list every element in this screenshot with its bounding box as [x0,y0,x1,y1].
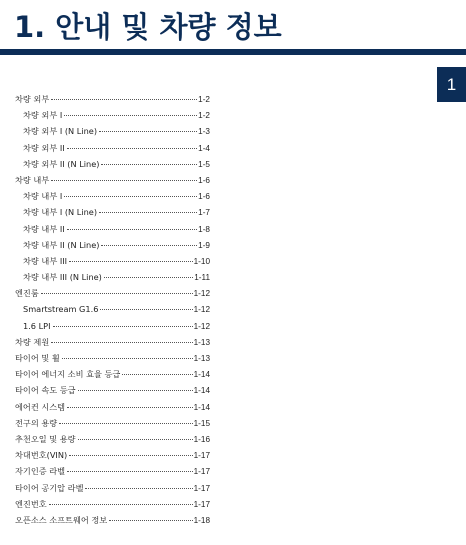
toc-entry[interactable] [15,140,210,156]
toc-dot-leader [64,196,197,197]
toc-entry[interactable] [15,415,210,431]
toc-entry-label: 타이어 에너지 소비 효율 등급 [15,369,121,380]
toc-dot-leader [67,407,193,408]
toc-entry-label: 1.6 LPI [23,320,51,331]
toc-entry-label: 차대번호(VIN) [15,450,68,461]
toc-entry-page: 1-17 [193,499,210,509]
toc-entry-label: 전구의 용량 [15,417,58,428]
toc-dot-leader [78,439,193,440]
toc-entry[interactable] [15,123,210,139]
toc-entry[interactable] [15,156,210,172]
table-of-contents [15,91,210,528]
toc-entry[interactable] [15,253,210,269]
toc-entry[interactable] [15,107,210,123]
toc-entry-label: 차량 내부 II [23,223,65,234]
chapter-title: 1. 안내 및 차량 정보 [14,10,282,44]
toc-entry-label: 차량 내부 III (N Line) [23,272,102,283]
toc-dot-leader [109,520,192,521]
toc-entry-label: 차량 제원 [15,336,50,347]
toc-entry-label: 차량 내부 I (N Line) [23,207,98,218]
toc-entry-label: 차량 외부 I (N Line) [23,126,98,137]
toc-dot-leader [100,309,192,310]
toc-dot-leader [104,277,193,278]
toc-entry-page: 1-6 [198,192,210,202]
toc-entry[interactable] [15,382,210,398]
toc-entry[interactable] [15,172,210,188]
toc-dot-leader [99,212,197,213]
toc-entry-page: 1-17 [193,451,210,461]
toc-entry[interactable] [15,447,210,463]
toc-dot-leader [59,423,192,424]
toc-entry-page: 1-8 [198,224,210,234]
toc-dot-leader [122,374,192,375]
chapter-tab[interactable]: 1 [437,67,466,102]
toc-entry-page: 1-17 [193,483,210,493]
toc-dot-leader [64,115,197,116]
toc-dot-leader [78,390,193,391]
toc-entry-label: 엔진룸 [15,288,39,299]
toc-entry-page: 1-2 [198,111,210,121]
toc-dot-leader [51,180,197,181]
toc-entry-page: 1-14 [193,402,210,412]
toc-entry-page: 1-6 [198,175,210,185]
toc-entry[interactable] [15,431,210,447]
toc-entry[interactable] [15,188,210,204]
toc-entry[interactable] [15,350,210,366]
toc-entry[interactable] [15,318,210,334]
toc-entry-page: 1-13 [193,354,210,363]
toc-dot-leader [101,164,197,165]
toc-entry[interactable] [15,204,210,220]
toc-entry-page: 1-15 [193,418,210,428]
toc-entry[interactable] [15,285,210,301]
toc-dot-leader [53,326,193,327]
toc-entry[interactable] [15,480,210,496]
toc-entry-page: 1-7 [198,208,210,218]
toc-entry-label: 차량 외부 II [23,142,65,153]
toc-entry[interactable] [15,512,210,528]
toc-dot-leader [67,471,193,472]
toc-dot-leader [67,229,197,230]
toc-entry[interactable] [15,237,210,253]
toc-entry-label: 차량 외부 [15,94,50,104]
toc-entry-page: 1-14 [193,386,210,396]
toc-entry[interactable] [15,399,210,415]
toc-entry-page: 1-13 [193,337,210,347]
toc-dot-leader [69,455,192,456]
toc-entry-label: 타이어 속도 등급 [15,385,76,396]
toc-entry-label: 자기인증 라벨 [15,466,66,477]
toc-entry[interactable] [15,366,210,382]
toc-entry-label: 차량 내부 II (N Line) [23,239,100,250]
toc-entry-page: 1-14 [193,370,210,380]
toc-entry[interactable] [15,91,210,107]
toc-entry-page: 1-12 [193,321,210,331]
toc-entry[interactable] [15,221,210,237]
toc-entry-page: 1-10 [193,256,210,266]
toc-entry-label: 차량 내부 [15,174,50,185]
toc-dot-leader [101,245,197,246]
toc-entry-page: 1-11 [194,273,210,283]
toc-dot-leader [85,488,192,489]
toc-entry-page: 1-16 [193,434,210,444]
toc-entry-page: 1-12 [193,289,210,299]
toc-dot-leader [49,504,193,505]
toc-dot-leader [67,148,197,149]
toc-entry-label: 차량 외부 II (N Line) [23,158,100,169]
toc-entry[interactable] [15,269,210,285]
toc-dot-leader [41,293,193,294]
toc-entry-label: 차량 외부 I [23,110,63,121]
toc-dot-leader [62,358,193,359]
toc-entry-label: 타이어 및 휠 [15,353,60,363]
toc-dot-leader [99,131,197,132]
toc-dot-leader [51,342,192,343]
toc-entry-label: 에어컨 시스템 [15,401,66,412]
toc-entry-label: 추천오일 및 용량 [15,433,76,444]
toc-entry-page: 1-12 [193,305,210,315]
toc-entry[interactable] [15,496,210,512]
toc-entry-label: 타이어 공기압 라벨 [15,482,84,493]
toc-dot-leader [51,99,197,100]
toc-entry-page: 1-2 [198,95,210,104]
toc-entry-label: 엔진번호 [15,498,47,509]
toc-dot-leader [69,261,193,262]
toc-entry-label: 오픈소스 소프트웨어 정보 [15,514,108,525]
title-rule [0,49,466,55]
toc-entry-page: 1-5 [198,159,210,169]
toc-entry-page: 1-18 [193,515,210,525]
toc-entry-label: 차량 내부 I [23,191,63,202]
toc-entry-page: 1-4 [198,143,210,153]
toc-entry[interactable] [15,334,210,350]
toc-entry-label: 차량 내부 III [23,255,68,266]
toc-entry-page: 1-9 [198,240,210,250]
toc-entry[interactable] [15,463,210,479]
toc-entry-page: 1-3 [198,127,210,137]
toc-entry-label: Smartstream G1.6 [23,304,99,315]
toc-entry-page: 1-17 [193,467,210,477]
toc-entry[interactable] [15,301,210,317]
